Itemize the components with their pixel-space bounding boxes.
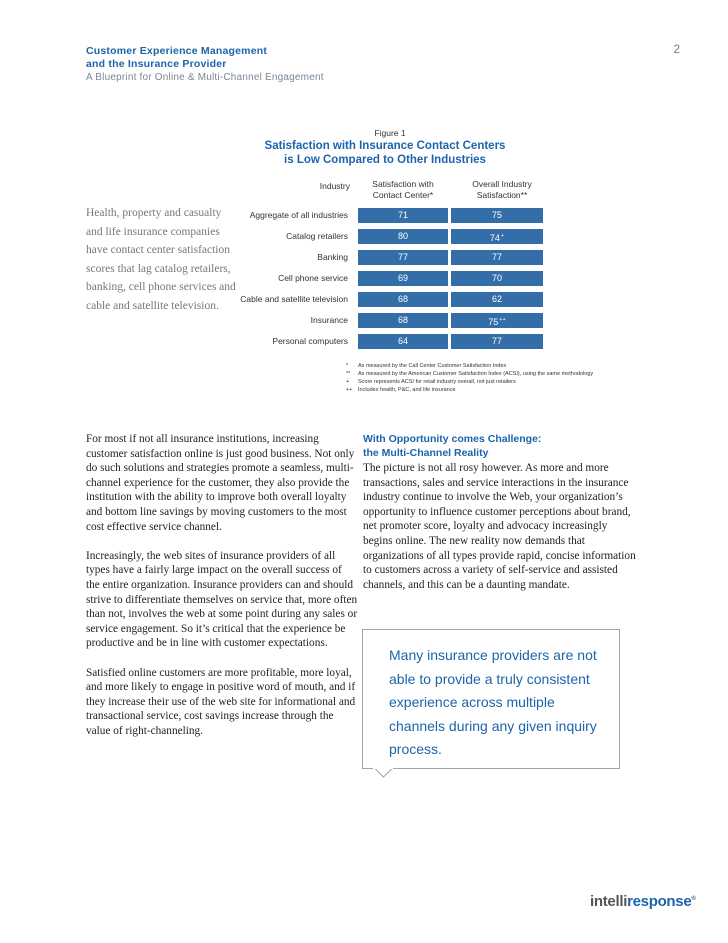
column-header-overall-line1: Overall Industry (472, 179, 532, 189)
footnote-symbol-0: * (346, 363, 349, 369)
footnote-2 (346, 379, 516, 385)
score-footnote-mark-5: ++ (499, 317, 506, 323)
figure-title-line1: Satisfaction with Insurance Contact Centers (264, 140, 506, 152)
contact-center-score-4: 68 (358, 292, 448, 307)
footnote-symbol-2: + (346, 379, 350, 385)
footnote-symbol-1: ** (346, 371, 351, 377)
contact-center-score-5: 68 (358, 313, 448, 328)
section-heading-line2: the Multi-Channel Reality (363, 447, 489, 459)
figure-title-line2: is Low Compared to Other Industries (284, 154, 486, 166)
footnote-text-3: Includes health, P&C, and life insurance (358, 387, 456, 393)
footnote-symbol-3: ++ (346, 387, 353, 393)
row-label-4: Cable and satellite television (240, 294, 348, 304)
figure-title (230, 139, 540, 167)
right-paragraph: The picture is not all rosy however. As more and more transactions, sales and service interactions in the insurance industry continue to involve the Web, your organization’s opportunity to influence customer perceptions about brand, net promoter score, loyalty and advocacy increasingly begins online. The new reality now demands that organizations of all types provide rapid, concise information to customers across a variety of self-service and assisted channels, and this can be a daunting mandate. (363, 462, 636, 591)
footnote-1 (346, 371, 593, 377)
section-heading (363, 432, 638, 460)
column-header-contact-line2: Contact Center* (372, 190, 434, 200)
column-header-overall-industry (456, 179, 548, 201)
footnote-text-1: As measured by the American Customer Satisfaction Index (ACSI), using the same methodology (358, 371, 594, 377)
column-header-contact-center (358, 179, 448, 201)
column-header-overall-line2: Satisfaction** (476, 190, 528, 200)
footnote-text-2: Score represents ACSI for retail industry overall, not just retailers (358, 379, 516, 385)
column-header-contact-line1: Satisfaction with (372, 179, 434, 189)
footnote-3 (346, 387, 456, 393)
figure-label: Figure 1 (374, 128, 406, 138)
row-label-2: Banking (317, 252, 348, 262)
row-label-1: Catalog retailers (286, 231, 348, 241)
section-heading-line1: With Opportunity comes Challenge: (363, 433, 542, 445)
row-label-0: Aggregate of all industries (249, 210, 348, 220)
logo-part1: intelli (590, 893, 628, 910)
left-paragraph-3: Satisfied online customers are more profitable, more loyal, and more likely to engage in positive word of mouth, and if they increase their use of the web site for informational and transactional service, cost savings increase through the value of right-channeling. (86, 666, 356, 737)
left-paragraph-2: Increasingly, the web sites of insurance providers of all types have a fairly large impact on the overall success of the entire organization. Insurance providers can and should strive to differentiate themselves on service that, more often than not, involves the web at some point during any sales or service engagement. So it’s critical that the experience be productive and be in line with customer expectations. (86, 549, 358, 650)
logo-part2: response (627, 893, 692, 910)
overall-industry-score-0: 75 (451, 208, 543, 223)
footnote-0 (346, 363, 506, 369)
row-label-3: Cell phone service (278, 273, 348, 283)
score-footnote-mark-1: + (500, 233, 505, 239)
left-column (86, 432, 358, 753)
overall-industry-score-2: 77 (451, 250, 543, 265)
document-subtitle: A Blueprint for Online & Multi-Channel Engagement (86, 72, 324, 83)
overall-industry-score-6: 77 (451, 334, 543, 349)
contact-center-score-6: 64 (358, 334, 448, 349)
row-label-6: Personal computers (272, 336, 348, 346)
contact-center-score-1: 80 (358, 229, 448, 244)
overall-industry-score-3: 70 (451, 271, 543, 286)
document-title-line2: and the Insurance Provider (86, 58, 227, 70)
callout-box (362, 629, 620, 769)
row-label-5: Insurance (310, 315, 348, 325)
right-column (363, 432, 638, 607)
contact-center-score-3: 69 (358, 271, 448, 286)
logo-trademark: ® (691, 896, 696, 902)
contact-center-score-0: 71 (358, 208, 448, 223)
left-paragraph-1: For most if not all insurance institutions, increasing customer satisfaction online is just good business. Not only do such solutions and strategies promote a seamless, multi-channel experience for the customer, they also provide the institution with the ability to improve both overall loyalty and bottom line savings by moving customers to the most cost effective service channel. (86, 433, 355, 533)
pull-quote: Health, property and casualty and life insurance companies have contact center satisfaction scores that lag catalog retailers, banking, cell phone services and cable and satellite television. (86, 207, 236, 312)
callout-text: Many insurance providers are not able to provide a truly consistent experience across multiple channels during any given inquiry process. (389, 647, 597, 757)
overall-industry-score-1: 74+ (451, 229, 543, 244)
overall-industry-score-4: 62 (451, 292, 543, 307)
overall-industry-score-5: 75++ (451, 313, 543, 328)
footnote-text-0: As measured by the Call Center Customer Satisfaction Index (358, 363, 507, 369)
contact-center-score-2: 77 (358, 250, 448, 265)
intelliresponse-logo (590, 893, 696, 910)
column-header-industry: Industry (319, 181, 350, 191)
document-title-line1: Customer Experience Management (86, 45, 268, 57)
page-number: 2 (673, 42, 680, 56)
